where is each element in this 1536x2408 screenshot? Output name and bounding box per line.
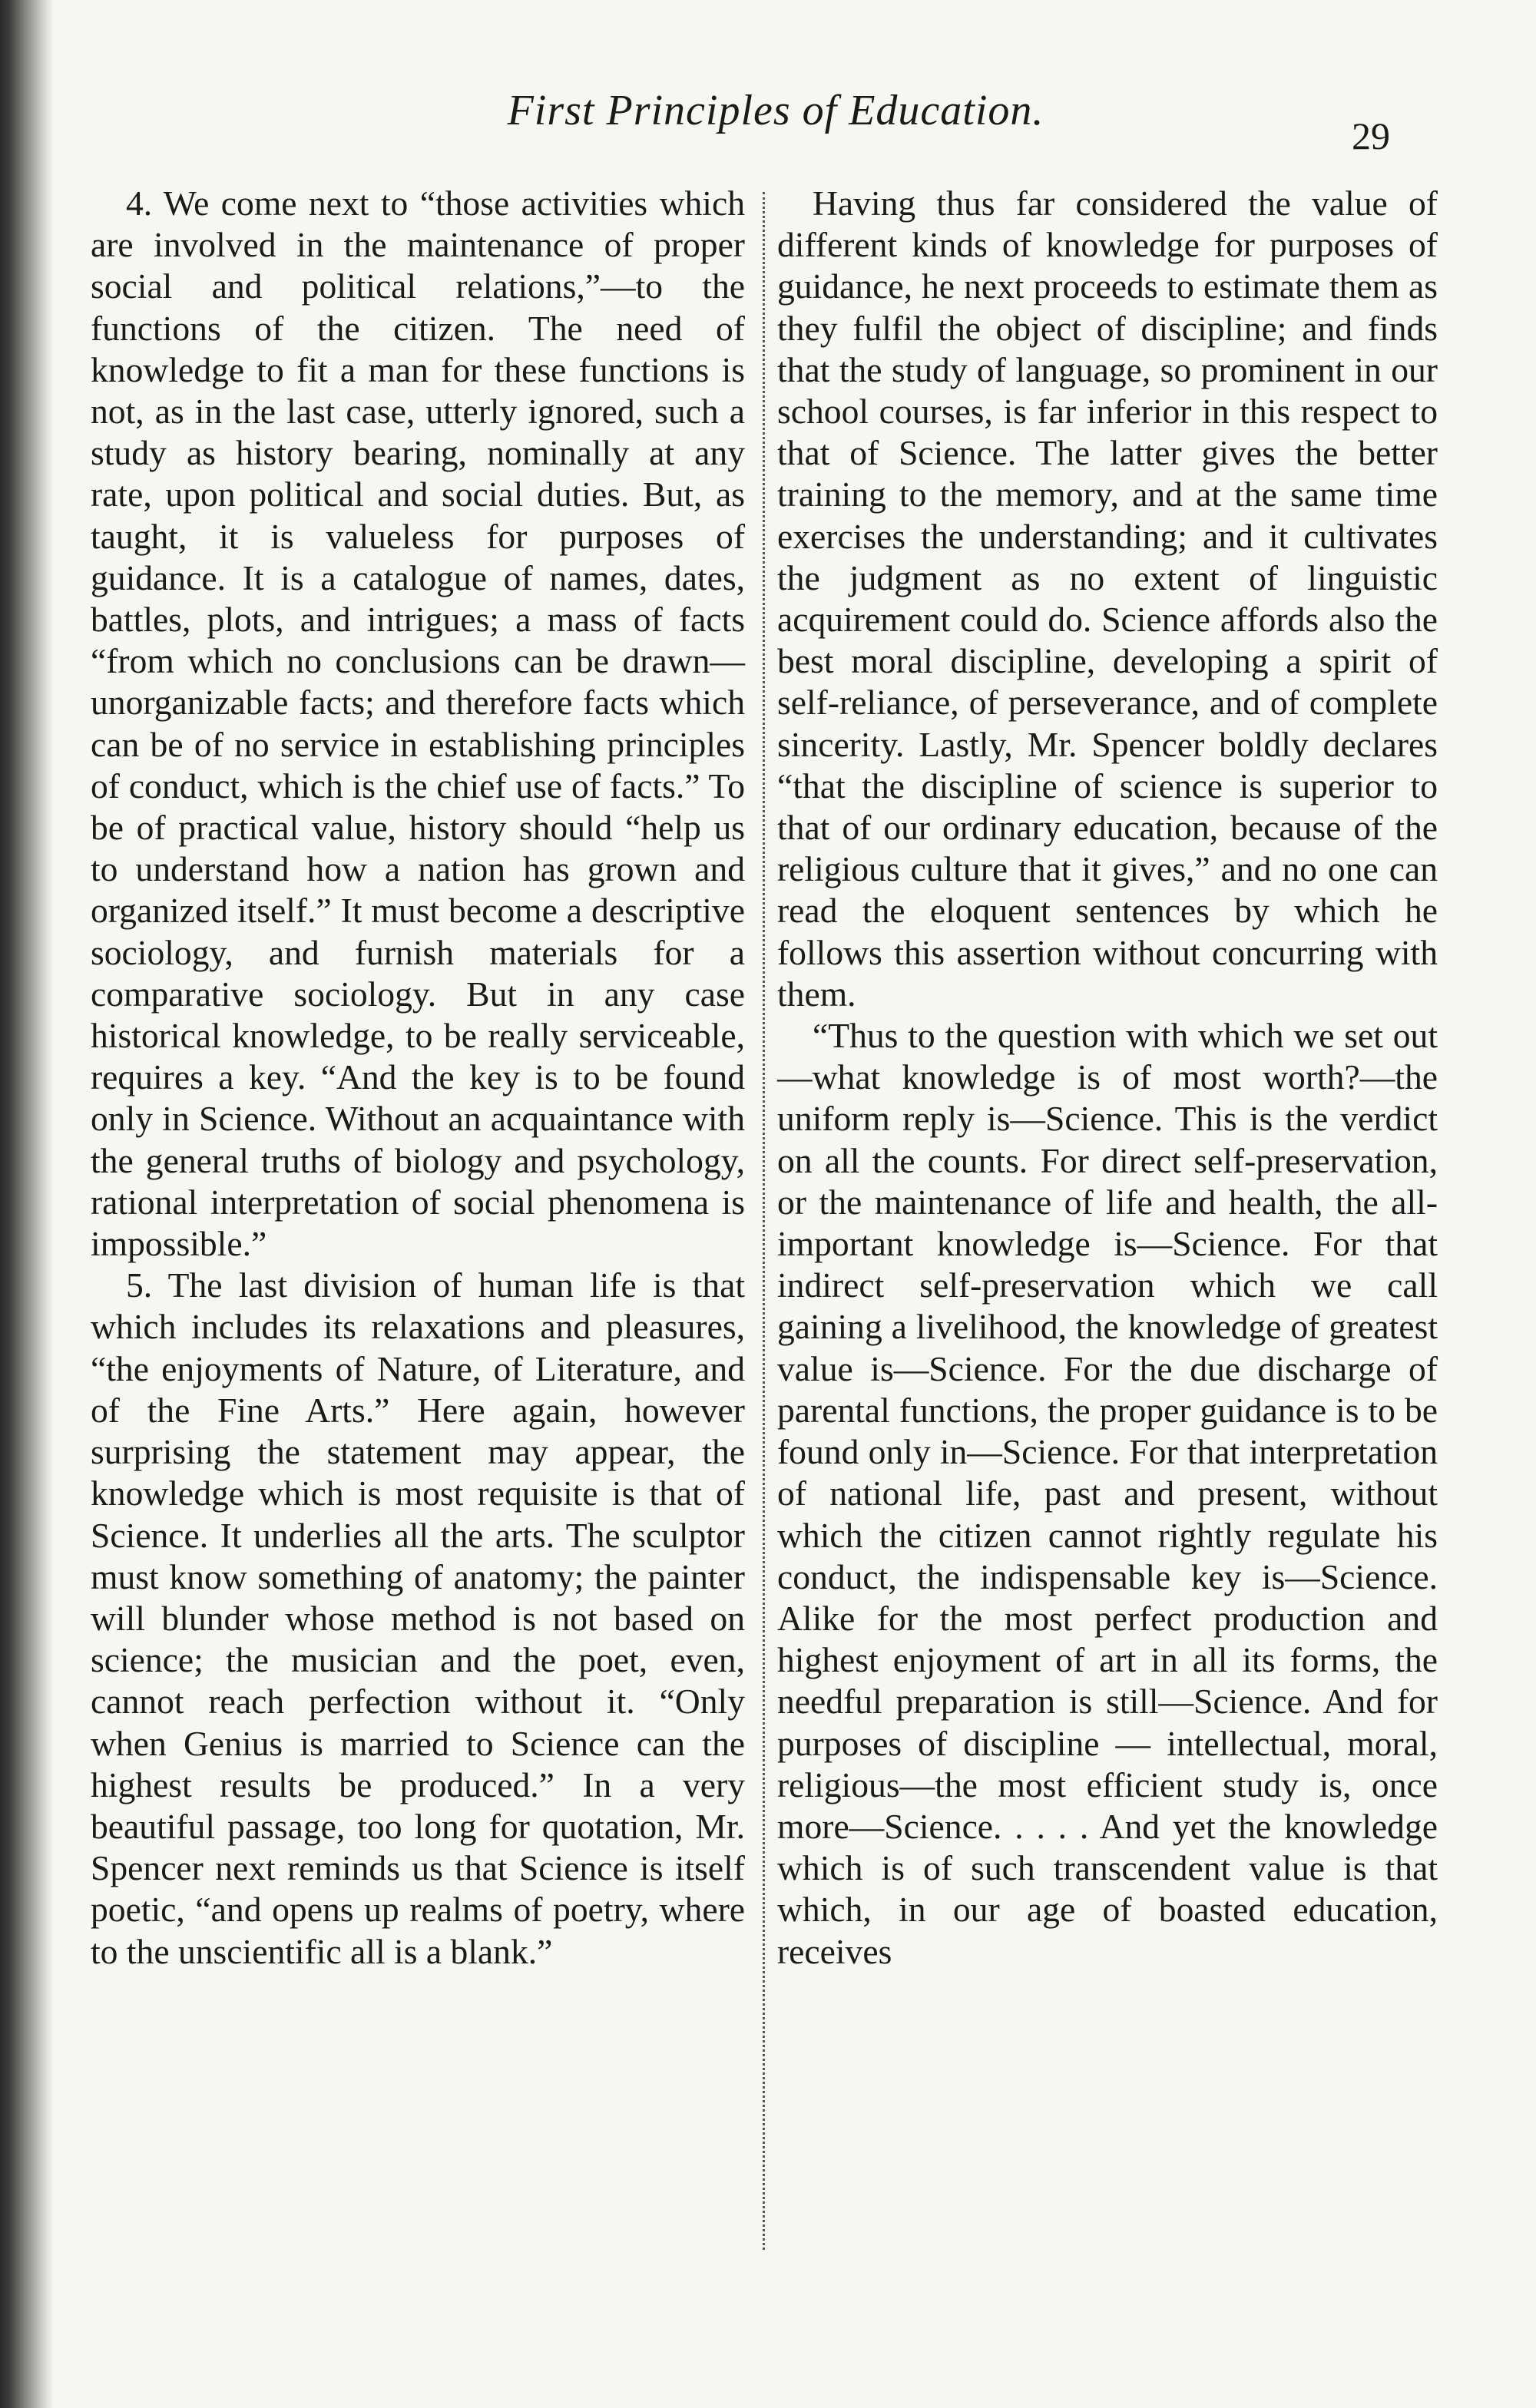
- paragraph-knowledge-worth: “Thus to the question with which we set out—what knowledge is of most worth?—the uniform reply is—Science. This is the verdict on all the counts. For direct self-preservation, or the maintenance of life and health, the all-important knowledge is—Science. For that indirect self-preservation which we call gaining a livelihood, the knowledge of greatest value is—Science. For the due discharge of parental functions, the proper guidance is to be found only in—Science. For that interpretation of national life, past and present, without which the citizen cannot rightly regulate his conduct, the indispensable key is—Science. Alike for the most perfect production and highest enjoyment of art in all its forms, the needful preparation is still—Science. And for purposes of discipline — intellectual, moral, religious—the most efficient study is, once more—Science. . . . . And yet the knowledge which is of such transcendent value is that which, in our age of boasted education, receives: [777, 1016, 1438, 1971]
- right-column: [777, 183, 1438, 1973]
- page-number: 29: [1352, 114, 1390, 157]
- left-column: [91, 183, 745, 1973]
- paragraph-citizen-functions: 4. We come next to “those activities which are involved in the maintenance of proper social and political relations,”—to the functions of the citizen. The need of knowledge to fit a man for these functions is not, as in the last case, utterly ignored, such a study as history bearing, nominally at any rate, upon political and social duties. But, as taught, it is valueless for purposes of guidance. It is a catalogue of names, dates, battles, plots, and intrigues; a mass of facts “from which no conclusions can be drawn—unorganizable facts; and therefore facts which can be of no service in establishing principles of conduct, which is the chief use of facts.” To be of practical value, history should “help us to understand how a nation has grown and organized itself.” It must become a descriptive sociology, and furnish materials for a comparative sociology. But in any case historical knowledge, to be really serviceable, requires a key. “And the key is to be found only in Science. Without an acquaintance with the general truths of biology and psychology, rational interpretation of social phenomena is impossible.”: [91, 184, 745, 1264]
- column-divider: [763, 192, 765, 2250]
- running-header-title: First Principles of Education.: [507, 87, 1044, 134]
- paragraph-discipline: Having thus far considered the value of different kinds of knowledge for purposes of guidance, he next proceeds to estimate them as they fulfil the object of discipline; and finds that the study of language, so prominent in our school courses, is far inferior in this respect to that of Science. The latter gives the better training to the memory, and at the same time exercises the understanding; and it cultivates the judgment as no extent of linguistic acquirement could do. Science affords also the best moral discipline, developing a spirit of self-reliance, of perseverance, and of complete sincerity. Lastly, Mr. Spencer boldly declares “that the discipline of science is superior to that of our ordinary education, because of the religious culture that it gives,” and no one can read the eloquent sentences by which he follows this assertion without concurring with them.: [777, 184, 1438, 1014]
- paragraph-relaxations-pleasures: 5. The last division of human life is that which includes its relaxations and pleasures, “the enjoyments of Nature, of Literature, and of the Fine Arts.” Here again, however surprising the statement may appear, the knowledge which is most requisite is that of Science. It underlies all the arts. The sculptor must know something of anatomy; the painter will blunder whose method is not based on science; the musician and the poet, even, cannot reach perfection without it. “Only when Genius is married to Science can the highest results be produced.” In a very beautiful passage, too long for quotation, Mr. Spencer next reminds us that Science is itself poetic, “and opens up realms of poetry, where to the unscientific all is a blank.”: [91, 1265, 745, 1971]
- book-binding-edge: [0, 0, 54, 2408]
